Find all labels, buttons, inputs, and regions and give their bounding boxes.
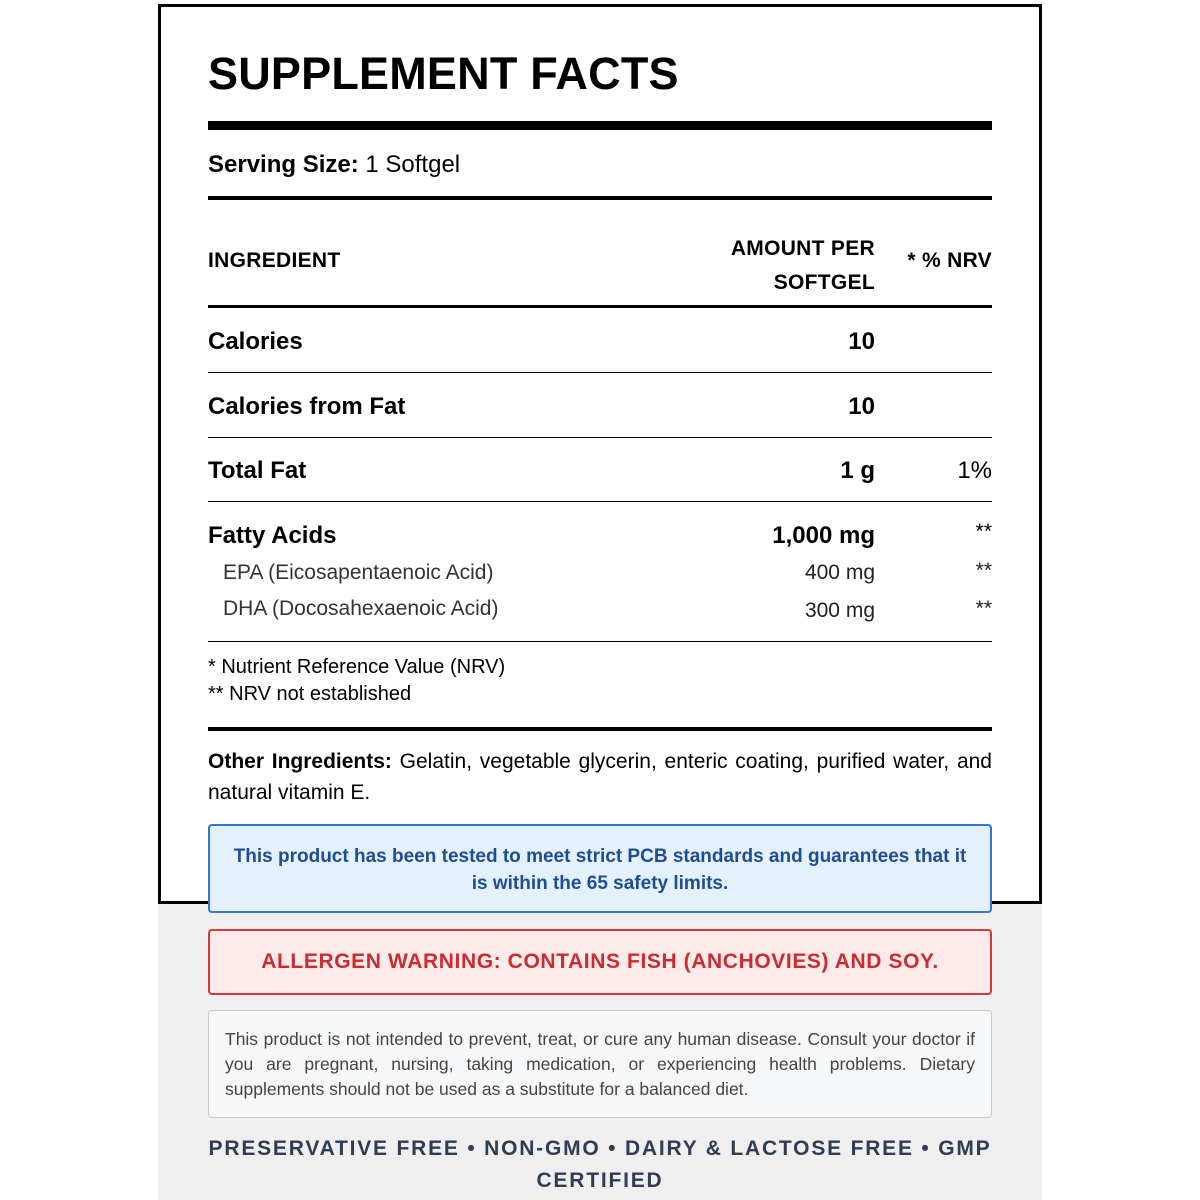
serving-size-label: Serving Size: [208,151,359,178]
subrow-dha-amount: 300 mg [804,599,875,622]
subrow-dha-nrv: ** [975,597,992,620]
row-divider [208,372,992,373]
subrow-dha-label: DHA (Docosahexaenoic Acid) [223,597,499,620]
row-total-fat-amount: 1 g [840,457,875,484]
row-calories-from-fat-amount: 10 [848,393,875,420]
pcb-notice [208,824,992,913]
header-nrv: * % NRV [907,249,992,272]
other-ingredients [208,746,992,808]
row-fatty-acids-label: Fatty Acids [208,522,337,549]
row-total-fat-label: Total Fat [208,457,307,484]
row-divider [208,437,992,438]
header-amount-line2: SOFTGEL [773,271,875,294]
row-fatty-acids-amount: 1,000 mg [772,522,875,549]
row-calories-label: Calories [208,328,303,355]
row-calories-amount: 10 [848,328,875,355]
header-ingredient: INGREDIENT [208,249,341,272]
table-end-divider [208,641,992,642]
pcb-notice-text: This product has been tested to meet strict PCB standards and guarantees that it is within the 65 safety limits. [233,846,967,894]
serving-divider [208,196,992,200]
footnote-divider [208,727,992,731]
header-amount-line1: AMOUNT PER [730,237,875,260]
subrow-epa-nrv: ** [975,559,992,582]
row-fatty-acids-nrv: ** [975,520,992,543]
serving-size [208,151,460,179]
footnote-nrv: * Nutrient Reference Value (NRV) [208,656,506,678]
page-title: SUPPLEMENT FACTS [208,48,679,99]
subrow-epa-label: EPA (Eicosapentaenoic Acid) [223,561,494,584]
health-disclaimer: This product is not intended to prevent, treat, or cure any human disease. Consult your doctor if you are pregnant, nursing, taking medication, or experiencing health problems. Dietary supplements should not be used as a substitute for a balanced diet. [208,1010,992,1118]
header-amount [731,232,875,300]
title-divider [208,121,992,130]
serving-size-value: 1 Softgel [365,151,461,178]
allergen-warning: ALLERGEN WARNING: CONTAINS FISH (ANCHOVIES) AND SOY. [208,929,992,995]
subrow-epa-amount: 400 mg [804,561,875,584]
header-divider [208,305,992,308]
row-divider [208,501,992,502]
other-ingredients-label: Other Ingredients: [208,750,392,773]
footnote-not-established: ** NRV not established [208,683,412,705]
row-total-fat-nrv: 1% [957,457,992,484]
product-badges: PRESERVATIVE FREE • NON-GMO • DAIRY & LACTOSE FREE • GMP CERTIFIED [208,1137,992,1192]
row-calories-from-fat-label: Calories from Fat [208,393,406,420]
other-ingredients-text: Gelatin, vegetable glycerin, enteric coating, purified water, and natural vitamin E. [208,750,992,804]
